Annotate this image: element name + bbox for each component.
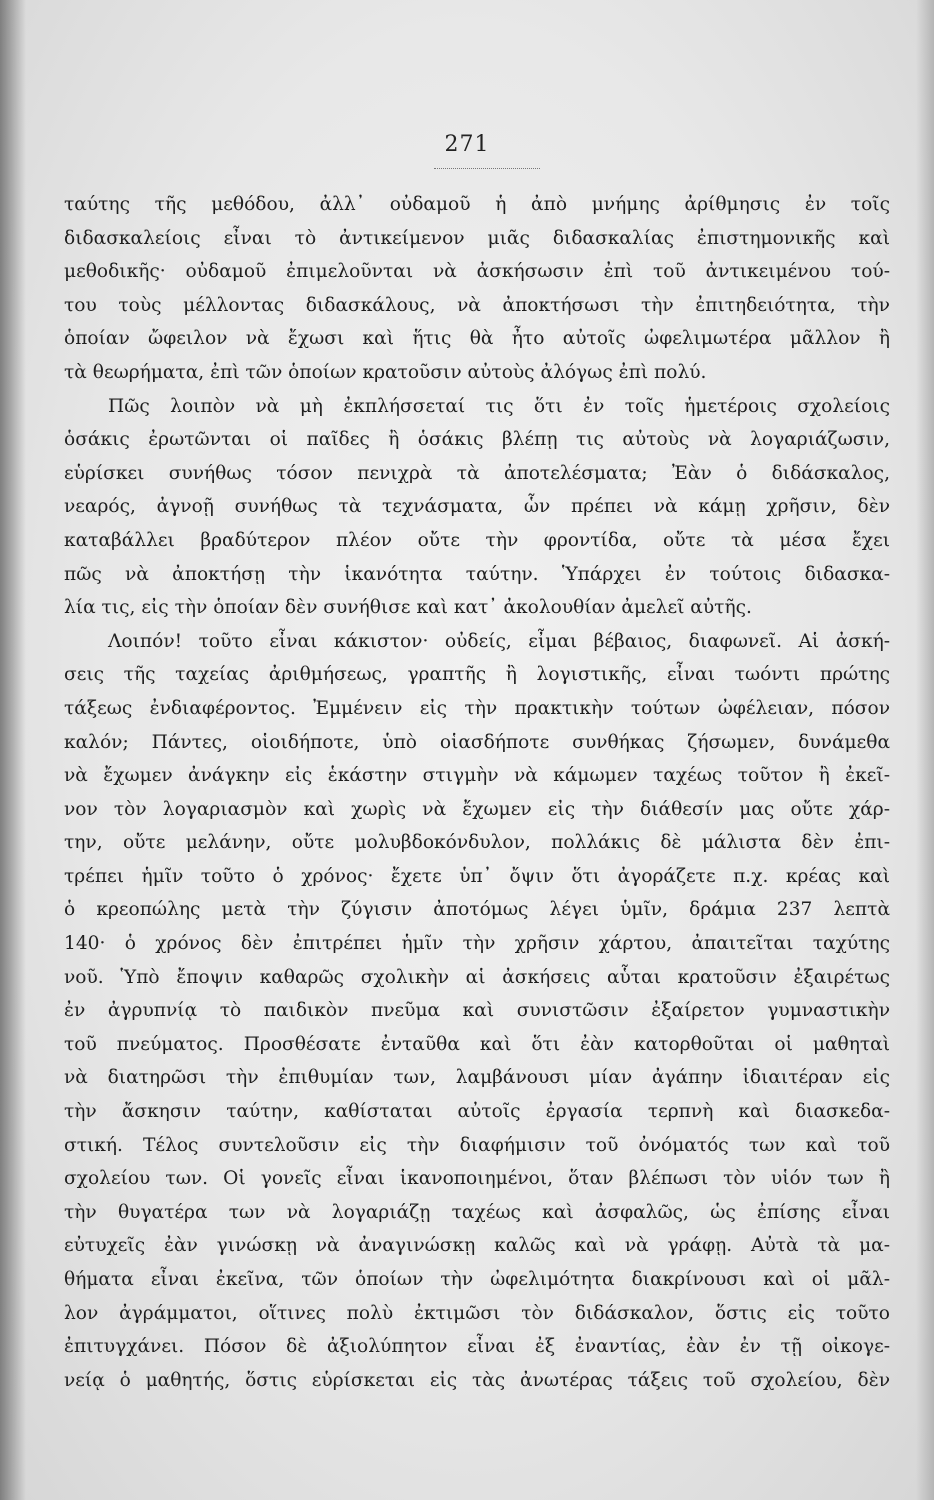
text-line: του τοὺς μέλλοντας διδασκάλους, νὰ ἀποκτήσωσι τὴν ἐπιτηδειότητα, τὴν <box>64 294 890 316</box>
text-line: ὁ κρεοπώλης μετὰ τὴν ζύγισιν ἀποτόμως λέγει ὑμῖν, δράμια 237 λεπτὰ <box>64 899 890 921</box>
text-line: τὰ θεωρήματα, ἐπὶ τῶν ὁποίων κρατοῦσιν αὐτοὺς ἀλόγως ἐπὶ πολύ. <box>64 361 707 383</box>
text-line: ὁσάκις ἐρωτῶνται οἱ παῖδες ἢ ὁσάκις βλέπῃ τις αὐτοὺς νὰ λογαριάζωσιν, <box>64 429 890 451</box>
text-line: τὴν ἄσκησιν ταύτην, καθίσταται αὐτοῖς ἐργασία τερπνὴ καὶ διασκεδα- <box>64 1101 890 1123</box>
text-line: στική. Τέλος συντελοῦσιν εἰς τὴν διαφήμισιν τοῦ ὀνόματός των καὶ τοῦ <box>64 1134 890 1156</box>
text-line: σεις τῆς ταχείας ἀριθμήσεως, γραπτῆς ἢ λογιστικῆς, εἶναι τωόντι πρώτης <box>64 664 890 686</box>
text-line: νὰ ἔχωμεν ἀνάγκην εἰς ἑκάστην στιγμὴν νὰ κάμωμεν ταχέως τοῦτον ἢ ἐκεῖ- <box>64 765 890 787</box>
text-line: καλόν; Πάντες, οἱοιδήποτε, ὑπὸ οἱασδήποτε συνθήκας ζήσωμεν, δυνάμεθα <box>64 731 890 753</box>
text-line: νεαρός, ἀγνοῇ συνήθως τὰ τεχνάσματα, ὧν πρέπει νὰ κάμῃ χρῆσιν, δὲν <box>64 496 890 518</box>
text-line: ἐπιτυγχάνει. Πόσον δὲ ἀξιολύπητον εἶναι ἐξ ἐναντίας, ἐὰν ἐν τῇ οἰκογε- <box>64 1336 890 1358</box>
text-line: λία τις, εἰς τὴν ὁποίαν δὲν συνήθισε καὶ κατ᾽ ἀκολουθίαν ἀμελεῖ αὐτῆς. <box>64 597 752 619</box>
text-line: πῶς νὰ ἀποκτήσῃ τὴν ἱκανότητα ταύτην. Ὑπάρχει ἐν τούτοις διδασκα- <box>64 563 890 585</box>
text-line: νὰ διατηρῶσι τὴν ἐπιθυμίαν των, λαμβάνουσι μίαν ἀγάπην ἰδιαιτέραν εἰς <box>64 1067 890 1089</box>
text-line: νον τὸν λογαριασμὸν καὶ χωρὶς νὰ ἔχωμεν εἰς τὴν διάθεσίν μας οὔτε χάρ- <box>64 798 890 820</box>
text-line: νοῦ. Ὑπὸ ἔποψιν καθαρῶς σχολικὴν αἱ ἀσκήσεις αὗται κρατοῦσιν ἐξαιρέτως <box>64 966 890 988</box>
body-text <box>64 188 890 1397</box>
text-line: Λοιπόν! τοῦτο εἶναι κάκιστον· οὐδείς, εἶμαι βέβαιος, διαφωνεῖ. Αἱ ἀσκή- <box>108 630 890 652</box>
text-line: τὴν θυγατέρα των νὰ λογαριάζῃ ταχέως καὶ ἀσφαλῶς, ὡς ἐπίσης εἶναι <box>64 1201 890 1223</box>
text-line: ἐν ἀγρυπνίᾳ τὸ παιδικὸν πνεῦμα καὶ συνιστῶσιν ἐξαίρετον γυμναστικὴν <box>64 1000 890 1022</box>
text-line: μεθοδικῆς· οὐδαμοῦ ἐπιμελοῦνται νὰ ἀσκήσωσιν ἐπὶ τοῦ ἀντικειμένου τού- <box>64 261 890 283</box>
text-line: την, οὔτε μελάνην, οὔτε μολυβδοκόνδυλον, πολλάκις δὲ μάλιστα δὲν ἐπι- <box>64 832 890 854</box>
text-line: εὐτυχεῖς ἐὰν γινώσκῃ νὰ ἀναγινώσκῃ καλῶς καὶ νὰ γράφῃ. Αὐτὰ τὰ μα- <box>64 1235 890 1257</box>
text-line: εὑρίσκει συνήθως τόσον πενιχρὰ τὰ ἀποτελέσματα; Ἐὰν ὁ διδάσκαλος, <box>64 462 890 484</box>
header-rule <box>434 168 540 169</box>
text-line: σχολείου των. Οἱ γονεῖς εἶναι ἱκανοποιημένοι, ὅταν βλέπωσι τὸν υἱόν των ἢ <box>64 1168 890 1190</box>
text-line: λον ἀγράμματοι, οἵτινες πολὺ ἐκτιμῶσι τὸν διδάσκαλον, ὅστις εἰς τοῦτο <box>64 1302 890 1324</box>
page-number: 271 <box>444 132 490 157</box>
page-edge-shade <box>916 0 934 1500</box>
text-line: ὁποίαν ὤφειλον νὰ ἔχωσι καὶ ἥτις θὰ ἦτο αὐτοῖς ὠφελιμωτέρα μᾶλλον ἢ <box>64 328 890 350</box>
binding-shadow <box>0 0 26 1500</box>
text-line: τρέπει ἡμῖν τοῦτο ὁ χρόνος· ἔχετε ὑπ᾽ ὄψιν ὅτι ἀγοράζετε π.χ. κρέας καὶ <box>64 865 890 887</box>
text-line: διδασκαλείοις εἶναι τὸ ἀντικείμενον μιᾶς διδασκαλίας ἐπιστημονικῆς καὶ <box>64 227 890 249</box>
text-line: 140· ὁ χρόνος δὲν ἐπιτρέπει ἡμῖν τὴν χρῆσιν χάρτου, ἀπαιτεῖται ταχύτης <box>64 933 890 955</box>
text-line: νείᾳ ὁ μαθητής, ὅστις εὑρίσκεται εἰς τὰς ἀνωτέρας τάξεις τοῦ σχολείου, δὲν <box>64 1369 890 1391</box>
text-line: τοῦ πνεύματος. Προσθέσατε ἐνταῦθα καὶ ὅτι ἐὰν κατορθοῦται οἱ μαθηταὶ <box>64 1033 890 1055</box>
text-line: θήματα εἶναι ἐκεῖνα, τῶν ὁποίων τὴν ὠφελιμότητα διακρίνουσι καὶ οἱ μᾶλ- <box>64 1269 890 1290</box>
text-line: ταύτης τῆς μεθόδου, ἀλλ᾽ οὐδαμοῦ ἡ ἀπὸ μνήμης ἀρίθμησις ἐν τοῖς <box>64 194 890 215</box>
text-line: τάξεως ἐνδιαφέροντος. Ἐμμένειν εἰς τὴν πρακτικὴν τούτων ὠφέλειαν, πόσον <box>64 697 890 719</box>
text-line: καταβάλλει βραδύτερον πλέον οὔτε τὴν φροντίδα, οὔτε τὰ μέσα ἔχει <box>64 529 890 551</box>
text-line: Πῶς λοιπὸν νὰ μὴ ἐκπλήσσεταί τις ὅτι ἐν τοῖς ἡμετέροις σχολείοις <box>108 395 890 417</box>
